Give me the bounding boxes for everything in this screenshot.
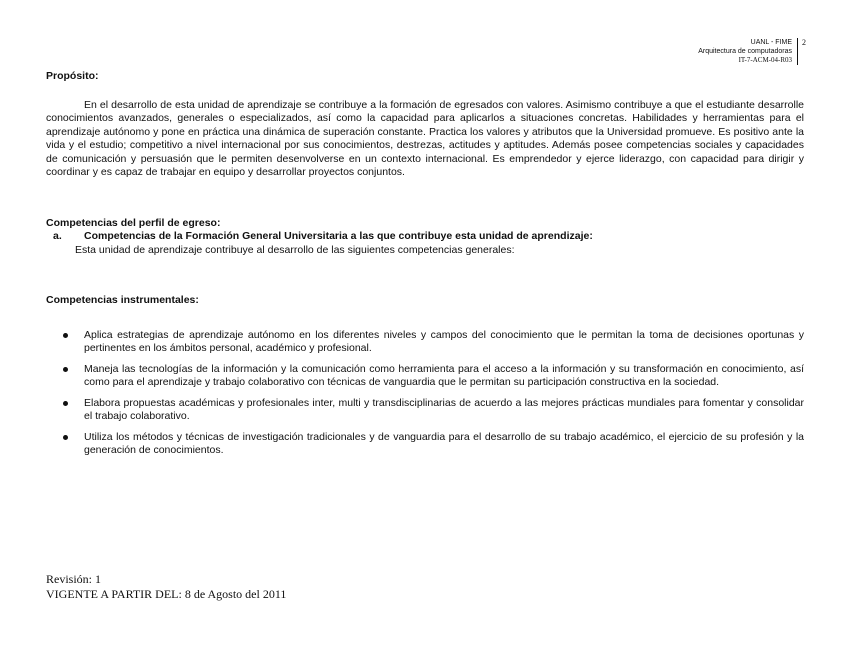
competencias-subtext: Esta unidad de aprendizaje contribuye al desarrollo de las siguientes competencias generales: xyxy=(75,243,515,256)
instrumentales-list xyxy=(46,329,804,458)
bullet-icon xyxy=(63,435,68,440)
competencias-heading: Competencias del perfil de egreso: xyxy=(46,216,221,229)
page-footer xyxy=(46,572,286,602)
header-code: IT-7-ACM-04-R03 xyxy=(738,56,792,64)
instrumentales-heading: Competencias instrumentales: xyxy=(46,294,199,306)
proposito-paragraph: En el desarrollo de esta unidad de aprendizaje se contribuye a la formación de egresados con valores. Asimismo contribuye a que el estudiante desarrolle conocimientos avanzados, generales o especializados, así como la capacidad para aplicarlos a situaciones concretas. Habilidades y herramientas para el aprendizaje autónomo y pone en práctica una dinámica de superación constante. Practica los valores y atributos que la Universidad promueve. Es positivo ante la vida y el estudio; competitivo a nivel internacional por sus conocimientos, destrezas, actitudes y aptitudes. Además posee competencias sociales y capacidades de comunicación y persuasión que le permiten desenvolverse en un contexto internacional. Es emprendedor y ejerce liderazgo, con capacidad para dirigir y coordinar y es capaz de trabajar en equipo y desarrollar proyectos conjuntos. xyxy=(46,98,804,178)
list-item xyxy=(46,431,804,458)
page-header xyxy=(698,38,806,65)
header-info xyxy=(698,38,798,65)
subheading-letter: a. xyxy=(53,230,62,242)
list-item-text: Maneja las tecnologías de la información y la comunicación como herramienta para el acceso a la información y su transformación en conocimiento, así como para el aprendizaje y trabajo colaborativo con técnicas de vanguardia que le permitan su participación constructiva en la sociedad. xyxy=(84,362,804,388)
footer-vigente: VIGENTE A PARTIR DEL: 8 de Agosto del 2011 xyxy=(46,587,287,601)
list-item xyxy=(46,363,804,390)
header-institution: UANL - FIME xyxy=(750,39,792,46)
header-course: Arquitectura de computadoras xyxy=(698,48,792,55)
list-item xyxy=(46,329,804,356)
document-body xyxy=(46,70,804,465)
bullet-icon xyxy=(63,333,68,338)
list-item xyxy=(46,397,804,424)
subheading-title: Competencias de la Formación General Universitaria a las que contribuye esta unidad de aprendizaje: xyxy=(84,230,593,242)
bullet-icon xyxy=(63,367,68,372)
list-item-text: Elabora propuestas académicas y profesionales inter, multi y transdisciplinarias de acuerdo a las mejores prácticas mundiales para fomentar y consolidar el trabajo colaborativo. xyxy=(84,396,804,422)
bullet-icon xyxy=(63,401,68,406)
page-number: 2 xyxy=(802,38,806,47)
list-item-text: Utiliza los métodos y técnicas de investigación tradicionales y de vanguardia para el desarrollo de su trabajo académico, el ejercicio de su profesión y la generación de conocimientos. xyxy=(84,430,804,456)
proposito-heading: Propósito: xyxy=(46,70,99,82)
footer-revision: Revisión: 1 xyxy=(46,572,102,586)
list-item-text: Aplica estrategias de aprendizaje autónomo en los diferentes niveles y campos del conocimiento que le permitan la toma de decisiones oportunas y pertinentes en los ámbitos personal, académico y profesional. xyxy=(84,328,804,354)
competencias-subheading xyxy=(53,230,804,244)
